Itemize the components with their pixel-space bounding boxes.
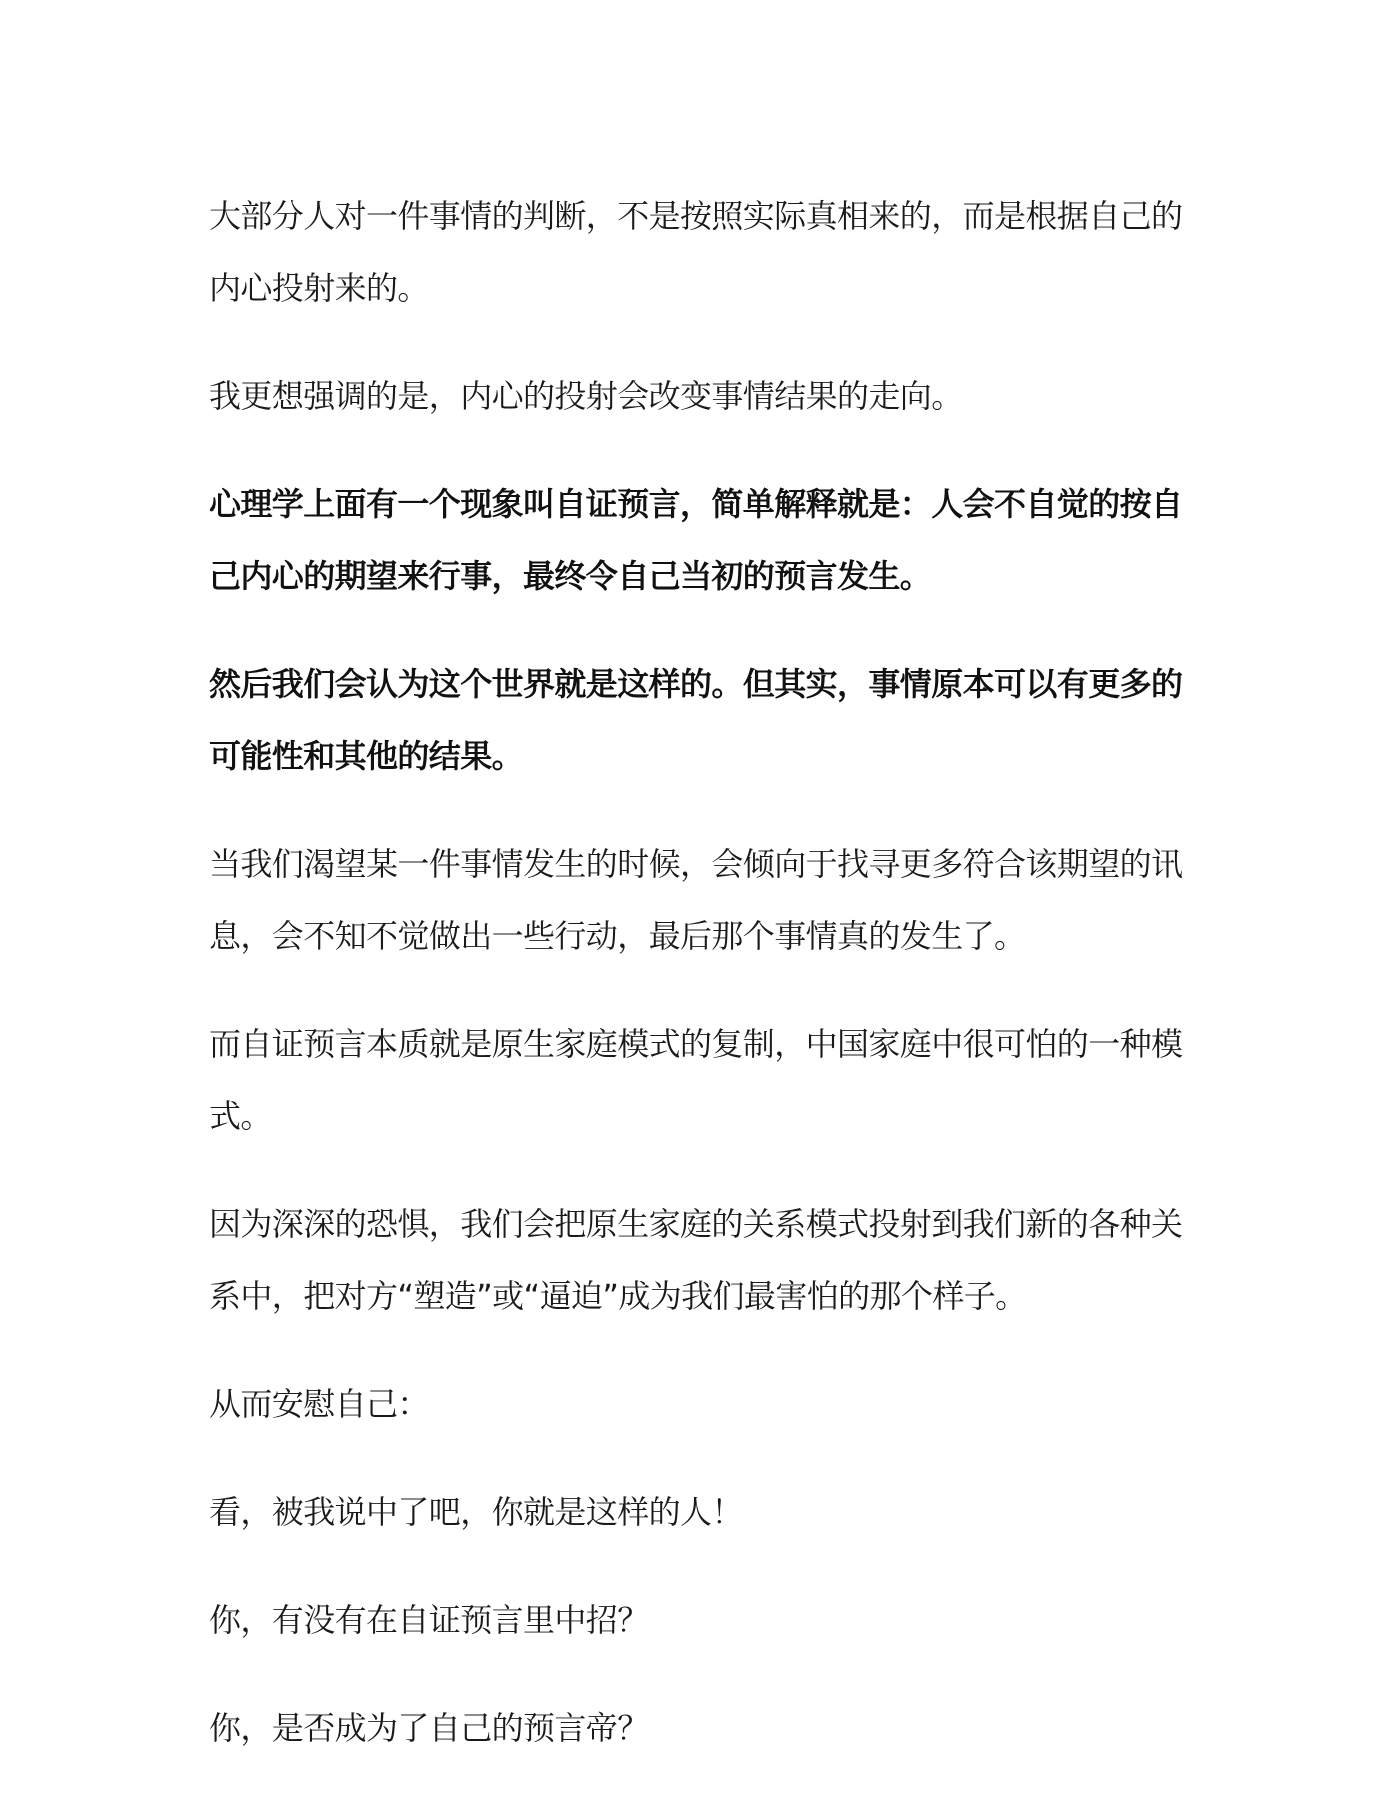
- article-body: [209, 180, 1189, 1800]
- paragraph-4-bold: 然后我们会认为这个世界就是这样的。但其实，事情原本可以有更多的可能性和其他的结果。: [209, 665, 1183, 775]
- paragraph-11: 你，是否成为了自己的预言帝？: [209, 1709, 649, 1747]
- paragraph-9: 看，被我说中了吧，你就是这样的人！: [209, 1493, 743, 1531]
- paragraph-5: 当我们渴望某一件事情发生的时候，会倾向于找寻更多符合该期望的讯息，会不知不觉做出一些行动，最后那个事情真的发生了。: [209, 845, 1183, 955]
- paragraph-3-bold: 心理学上面有一个现象叫自证预言，简单解释就是：人会不自觉的按自己内心的期望来行事，最终令自己当初的预言发生。: [209, 485, 1183, 595]
- paragraph-7: 因为深深的恐惧，我们会把原生家庭的关系模式投射到我们新的各种关系中，把对方“塑造”或“逼迫”成为我们最害怕的那个样子。: [209, 1205, 1183, 1315]
- paragraph-6: 而自证预言本质就是原生家庭模式的复制，中国家庭中很可怕的一种模式。: [209, 1025, 1183, 1135]
- paragraph-1: 大部分人对一件事情的判断，不是按照实际真相来的，而是根据自己的内心投射来的。: [209, 197, 1183, 307]
- paragraph-10: 你，有没有在自证预言里中招？: [209, 1601, 649, 1639]
- paragraph-8: 从而安慰自己：: [209, 1385, 429, 1423]
- paragraph-2: 我更想强调的是，内心的投射会改变事情结果的走向。: [209, 377, 963, 415]
